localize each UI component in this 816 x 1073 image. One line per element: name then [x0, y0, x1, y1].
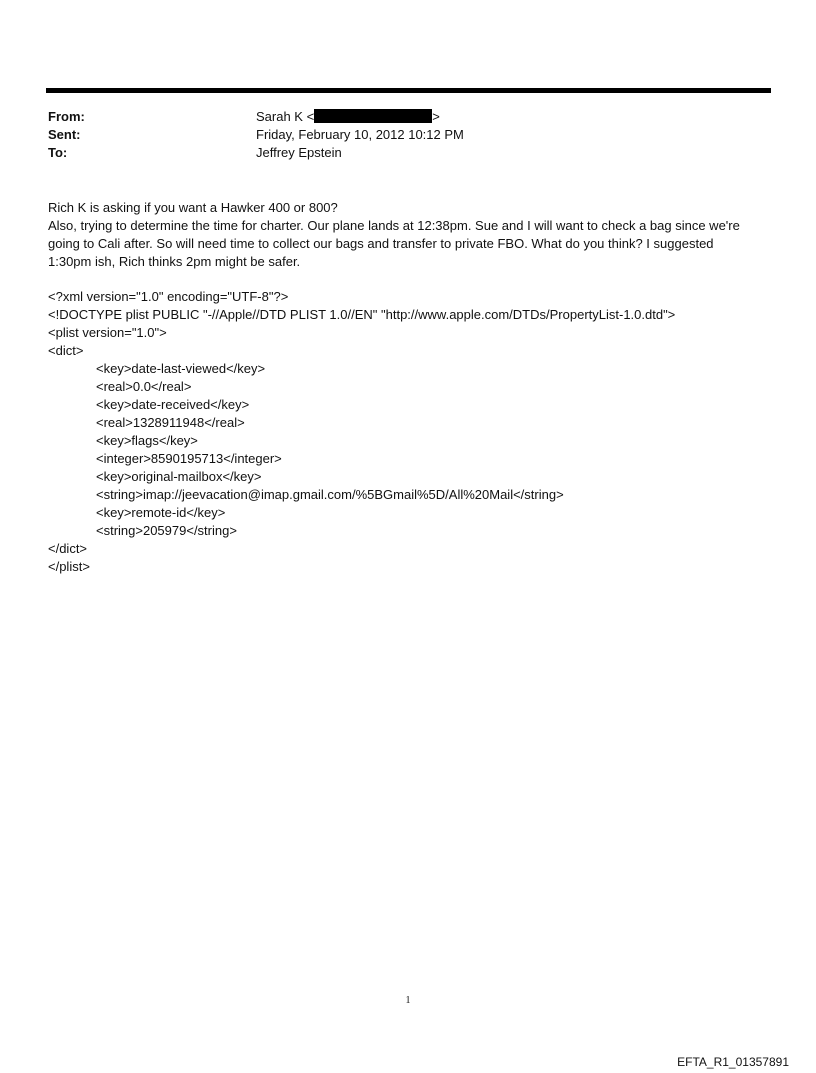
page-number: 1: [405, 995, 411, 1006]
plist-metadata: [48, 288, 768, 576]
from-label: From:: [48, 109, 85, 124]
from-row: [48, 108, 748, 126]
xml-line: </plist>: [48, 559, 90, 574]
xml-line: <key>date-last-viewed</key>: [96, 361, 266, 376]
to-row: [48, 144, 748, 162]
xml-line: <!DOCTYPE plist PUBLIC "-//Apple//DTD PLIST 1.0//EN" "http://www.apple.com/DTDs/PropertyList-1.0.dtd">: [48, 307, 676, 322]
xml-line: <key>remote-id</key>: [96, 505, 226, 520]
xml-line: <plist version="1.0">: [48, 325, 167, 340]
xml-line: <real>1328911948</real>: [96, 415, 245, 430]
sent-label: Sent:: [48, 127, 81, 142]
body-paragraph: Also, trying to determine the time for charter. Our plane lands at 12:38pm. Sue and I will want to check a bag since we're going to Cali after. So will need time to collect our bags and transfer to private FBO. What do you think? I suggested 1:30pm ish, Rich thinks 2pm might be safer.: [48, 218, 740, 269]
xml-line: </dict>: [48, 541, 88, 556]
body-paragraph: Rich K is asking if you want a Hawker 400 or 800?: [48, 200, 338, 215]
xml-line: <key>date-received</key>: [96, 397, 250, 412]
document-id: EFTA_R1_01357891: [677, 1055, 789, 1069]
xml-line: <string>205979</string>: [96, 523, 237, 538]
to-label: To:: [48, 145, 68, 160]
xml-line: <real>0.0</real>: [96, 379, 192, 394]
xml-line: <?xml version="1.0" encoding="UTF-8"?>: [48, 289, 289, 304]
header-rule: [46, 88, 771, 93]
from-close: >: [432, 109, 440, 124]
email-body: [48, 199, 748, 271]
xml-line: <key>flags</key>: [96, 433, 198, 448]
to-value: Jeffrey Epstein: [256, 145, 342, 160]
sent-value: Friday, February 10, 2012 10:12 PM: [256, 127, 464, 142]
from-value: [256, 108, 440, 126]
sent-row: [48, 126, 748, 144]
xml-line: <integer>8590195713</integer>: [96, 451, 282, 466]
email-header: [48, 108, 748, 162]
xml-line: <dict>: [48, 343, 84, 358]
xml-line: <key>original-mailbox</key>: [96, 469, 262, 484]
from-name: Sarah K <: [256, 109, 315, 124]
xml-line: <string>imap://jeevacation@imap.gmail.com/%5BGmail%5D/All%20Mail</string>: [96, 487, 564, 502]
redaction-box: [314, 109, 432, 123]
